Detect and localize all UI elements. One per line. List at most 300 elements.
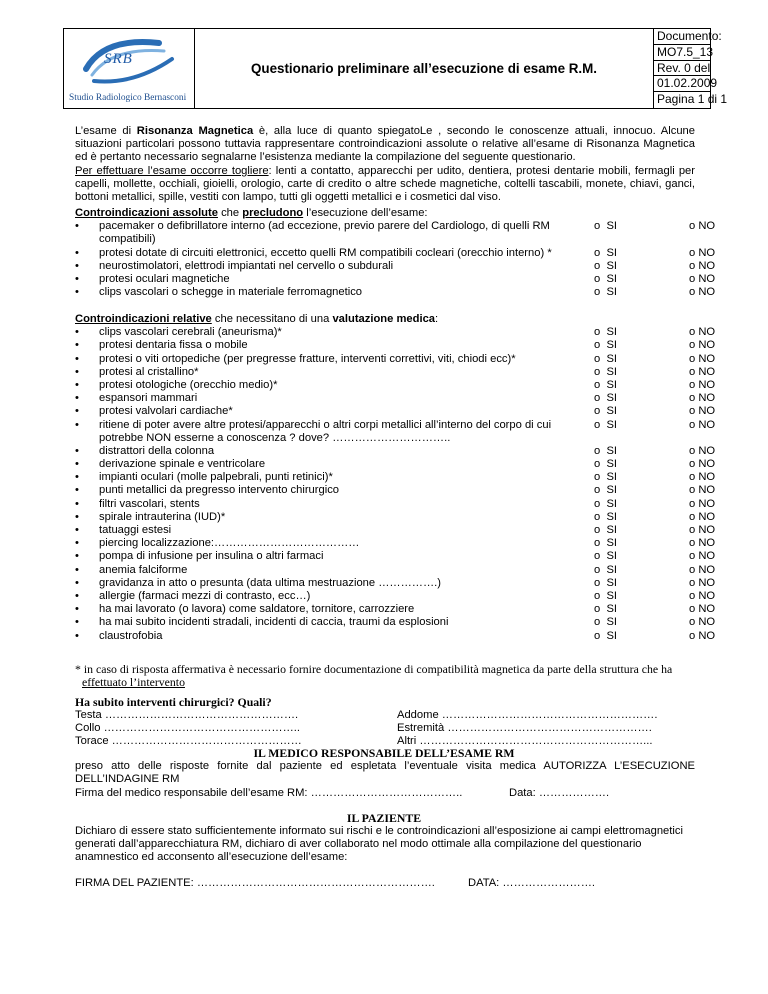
checkbox-icon: o [594, 458, 601, 471]
checkbox-icon: o [594, 576, 601, 589]
si-checkbox[interactable] [594, 405, 617, 418]
si-label: SI [606, 418, 618, 431]
item-label: espansori mammari [99, 392, 198, 405]
si-checkbox[interactable] [594, 379, 617, 392]
relative-item [75, 576, 716, 590]
item-label: protesi oculari magnetiche [99, 272, 230, 285]
bullet-icon: • [75, 537, 79, 550]
item-label: clips vascolari o schegge in materiale ferromagnetico [99, 286, 363, 299]
checkbox-icon: o [594, 365, 601, 378]
si-label: SI [606, 550, 618, 563]
no-checkbox[interactable] [689, 339, 715, 352]
bullet-icon: • [75, 326, 79, 339]
document-title: Questionario preliminare all’esecuzione di esame R.M. [195, 29, 654, 108]
relative-section [75, 313, 716, 643]
item-label: pacemaker o defibrillatore interno (ad eccezione, previo parere del Cardiologo, di quelli RM [99, 220, 550, 233]
checkbox-icon: o [594, 484, 601, 497]
item-label: allergie (farmaci mezzi di contrasto, ecc…) [99, 589, 311, 602]
si-label: SI [606, 220, 618, 233]
no-checkbox[interactable] [689, 498, 715, 511]
no-checkbox[interactable] [689, 326, 715, 339]
checkbox-icon: o [689, 576, 696, 589]
si-checkbox[interactable] [594, 392, 617, 405]
no-label: NO [698, 576, 716, 589]
surgery-altri: Altri ……………………………………………………... [397, 735, 653, 747]
checkbox-icon: o [594, 286, 601, 299]
si-checkbox[interactable] [594, 550, 617, 563]
absolute-item [75, 272, 716, 286]
si-label: SI [606, 378, 618, 391]
doctor-text: preso atto delle risposte fornite dal paziente ed espletata l’eventuale visita medica AUTORIZZA L’ESECUZIONE DELL’INDAGINE RM [75, 760, 695, 786]
checkbox-icon: o [689, 484, 696, 497]
checkbox-icon: o [689, 378, 696, 391]
si-checkbox[interactable] [594, 339, 617, 352]
si-label: SI [606, 326, 618, 339]
si-checkbox[interactable] [594, 616, 617, 629]
no-checkbox[interactable] [689, 392, 715, 405]
item-label: spirale intrauterina (IUD)* [99, 510, 226, 523]
no-checkbox[interactable] [689, 419, 715, 432]
checkbox-icon: o [689, 616, 696, 629]
patient-text: Dichiaro di essere stato sufficientemente informato sui rischi e le controindicazioni all’esposizione ai campi elettromagnetici generati dall’apparecchiatura RM, dichiaro di aver collaborato nel modo ottimale alla compilazione del questionario anamnestico ed acconsento all’esecuzione dell’esame: [75, 825, 683, 864]
checkbox-icon: o [689, 259, 696, 272]
bullet-icon: • [75, 510, 79, 523]
bullet-icon: • [75, 629, 79, 642]
no-label: NO [698, 603, 716, 616]
no-label: NO [698, 524, 716, 537]
si-label: SI [606, 405, 618, 418]
checkbox-icon: o [594, 629, 601, 642]
bullet-icon: • [75, 418, 79, 431]
doctor-heading: IL MEDICO RESPONSABILE DELL’ESAME RM [253, 746, 515, 760]
no-label: NO [698, 220, 716, 233]
item-label: protesi otologiche (orecchio medio)* [99, 378, 278, 391]
checkbox-icon: o [594, 246, 601, 259]
relative-item [75, 339, 716, 352]
item-label: claustrofobia [99, 629, 163, 642]
relative-item [75, 352, 716, 366]
footnote: * in caso di risposta affermativa è necessario fornire documentazione di compatibilità magnetica da parte della struttura che ha [75, 662, 673, 676]
no-checkbox[interactable] [689, 220, 715, 233]
bullet-icon: • [75, 550, 79, 563]
doc-info-line: Rev. 0 del [654, 61, 710, 77]
absolute-item [75, 259, 716, 273]
absolute-heading [75, 207, 695, 220]
si-checkbox[interactable] [594, 286, 617, 299]
bullet-icon: • [75, 286, 79, 299]
si-checkbox[interactable] [594, 260, 617, 273]
si-checkbox[interactable] [594, 326, 617, 339]
si-checkbox[interactable] [594, 511, 617, 524]
intro-bold: Risonanza Magnetica [136, 125, 254, 137]
bullet-icon: • [75, 352, 79, 365]
no-label: NO [698, 471, 716, 484]
checkbox-icon: o [594, 616, 601, 629]
no-label: NO [698, 286, 716, 299]
bullet-icon: • [75, 471, 79, 484]
si-label: SI [606, 471, 618, 484]
bullet-icon: • [75, 405, 79, 418]
checkbox-icon: o [594, 220, 601, 233]
checkbox-icon: o [689, 392, 696, 405]
heading-part: che necessitano di una [211, 313, 333, 325]
absolute-item [75, 246, 716, 260]
bullet-icon: • [75, 563, 79, 576]
no-checkbox[interactable] [689, 286, 715, 299]
item-label: protesi o viti ortopediche (per pregresse fratture, interventi correttivi, viti, chiodi ecc)* [99, 352, 516, 365]
checkbox-icon: o [689, 563, 696, 576]
si-label: SI [606, 272, 618, 285]
no-label: NO [698, 339, 716, 352]
no-checkbox[interactable] [689, 353, 715, 366]
heading-part: precludono [242, 207, 304, 219]
si-label: SI [606, 629, 618, 642]
document-header [63, 28, 728, 109]
item-label: punti metallici da pregresso intervento chirurgico [99, 484, 340, 497]
checkbox-icon: o [594, 339, 601, 352]
item-label: clips vascolari cerebrali (aneurisma)* [99, 326, 282, 339]
no-label: NO [698, 563, 716, 576]
si-checkbox[interactable] [594, 353, 617, 366]
no-checkbox[interactable] [689, 405, 715, 418]
bullet-icon: • [75, 259, 79, 272]
surgery-collo: Collo …………………………………………….. [75, 722, 301, 734]
item-label: pompa di infusione per insulina o altri farmaci [99, 550, 324, 563]
checkbox-icon: o [594, 471, 601, 484]
checkbox-icon: o [594, 259, 601, 272]
relative-item [75, 471, 716, 484]
bullet-icon: • [75, 339, 79, 352]
absolute-section [75, 207, 716, 299]
si-checkbox[interactable] [594, 630, 617, 643]
checkbox-icon: o [594, 497, 601, 510]
no-checkbox[interactable] [689, 537, 715, 550]
si-checkbox[interactable] [594, 471, 617, 484]
item-label: protesi dentaria fissa o mobile [99, 339, 248, 352]
checkbox-icon: o [594, 563, 601, 576]
relative-item [75, 603, 716, 616]
checkbox-icon: o [594, 603, 601, 616]
bullet-icon: • [75, 365, 79, 378]
no-checkbox[interactable] [689, 577, 715, 590]
checkbox-icon: o [689, 272, 696, 285]
relative-item [75, 444, 716, 458]
surgery-torace: Torace …………………………………………… [75, 735, 302, 747]
checkbox-icon: o [689, 444, 696, 457]
no-checkbox[interactable] [689, 366, 715, 379]
relative-list [75, 326, 716, 643]
patient-heading: IL PAZIENTE [346, 811, 422, 825]
surgery-testa: Testa ……………………………………………. [75, 709, 299, 721]
relative-item [75, 510, 716, 524]
checkbox-icon: o [689, 339, 696, 352]
relative-item [75, 458, 716, 471]
doc-info-line: Documento: [654, 29, 710, 45]
si-label: SI [606, 484, 618, 497]
bullet-icon: • [75, 524, 79, 537]
checkbox-icon: o [594, 589, 601, 602]
si-label: SI [606, 497, 618, 510]
bullet-icon: • [75, 576, 79, 589]
no-checkbox[interactable] [689, 484, 715, 497]
item-label: neurostimolatori, elettrodi impiantati nel cervello o subdurali [99, 259, 394, 272]
checkbox-icon: o [689, 629, 696, 642]
item-label: distrattori della colonna [99, 444, 215, 457]
doc-info-line: MO7.5_13 [654, 45, 710, 61]
no-checkbox[interactable] [689, 247, 715, 260]
bullet-icon: • [75, 272, 79, 285]
no-checkbox[interactable] [689, 379, 715, 392]
no-label: NO [698, 537, 716, 550]
si-label: SI [606, 352, 618, 365]
item-label: ha mai lavorato (o lavora) come saldatore, tornitore, carrozziere [99, 603, 415, 616]
logo-text: SRB [104, 51, 133, 67]
relative-item [75, 497, 716, 511]
heading-part: l’esecuzione dell’esame: [303, 207, 428, 219]
checkbox-icon: o [594, 326, 601, 339]
intro-paragraph [75, 125, 695, 165]
bullet-icon: • [75, 484, 79, 497]
no-label: NO [698, 550, 716, 563]
heading-part: : [435, 313, 439, 325]
removal-heading: Per effettuare l’esame occorre togliere [75, 164, 269, 177]
checkbox-icon: o [594, 550, 601, 563]
item-label-cont: compatibili) [99, 233, 156, 246]
item-label: ha mai subito incidenti stradali, incidenti di caccia, traumi da esplosioni [99, 616, 449, 629]
no-label: NO [698, 326, 716, 339]
removal-paragraph [75, 165, 695, 205]
si-label: SI [606, 339, 618, 352]
si-label: SI [606, 589, 618, 602]
item-label-cont: potrebbe NON esserne a conoscenza ? dove? ………………………….. [99, 431, 451, 444]
item-label: anemia falciforme [99, 563, 188, 576]
no-label: NO [698, 444, 716, 457]
checkbox-icon: o [594, 405, 601, 418]
si-checkbox[interactable] [594, 603, 617, 616]
checkbox-icon: o [689, 524, 696, 537]
relative-item [75, 418, 716, 445]
relative-item [75, 365, 716, 379]
si-label: SI [606, 524, 618, 537]
si-label: SI [606, 616, 618, 629]
checkbox-icon: o [689, 497, 696, 510]
absolute-item [75, 220, 716, 246]
si-label: SI [606, 392, 618, 405]
checkbox-icon: o [689, 365, 696, 378]
relative-item [75, 405, 716, 418]
si-label: SI [606, 563, 618, 576]
checkbox-icon: o [594, 510, 601, 523]
intro-text: L’esame di [75, 125, 137, 137]
relative-item [75, 537, 716, 550]
no-label: NO [698, 484, 716, 497]
no-label: NO [698, 497, 716, 510]
no-checkbox[interactable] [689, 550, 715, 563]
si-label: SI [606, 444, 618, 457]
item-label: tatuaggi estesi [99, 524, 172, 537]
item-label: ritiene di poter avere altre protesi/apparecchi o altri corpi metallici all’interno del corpo di cui [99, 418, 552, 431]
si-checkbox[interactable] [594, 484, 617, 497]
relative-heading [75, 313, 695, 326]
relative-item [75, 484, 716, 497]
relative-item [75, 629, 716, 643]
checkbox-icon: o [594, 444, 601, 457]
absolute-list [75, 220, 716, 299]
si-checkbox[interactable] [594, 498, 617, 511]
checkbox-icon: o [594, 392, 601, 405]
no-label: NO [698, 392, 716, 405]
si-checkbox[interactable] [594, 458, 617, 471]
logo-subtitle: Studio Radiologico Bernasconi [69, 93, 187, 103]
item-label: gravidanza in atto o presunta (data ultima mestruazione …………….) [99, 576, 441, 589]
no-checkbox[interactable] [689, 630, 715, 643]
doc-info-line: Pagina 1 di 1 [657, 92, 728, 107]
si-label: SI [606, 510, 618, 523]
item-label: derivazione spinale e ventricolare [99, 458, 266, 471]
no-checkbox[interactable] [689, 524, 715, 537]
no-label: NO [698, 458, 716, 471]
no-label: NO [698, 246, 716, 259]
no-label: NO [698, 272, 716, 285]
si-checkbox[interactable] [594, 537, 617, 550]
item-label: impianti oculari (molle palpebrali, punti retinici)* [99, 471, 333, 484]
no-label: NO [698, 405, 716, 418]
heading-part: Controindicazioni assolute [75, 207, 218, 219]
checkbox-icon: o [689, 603, 696, 616]
bullet-icon: • [75, 220, 79, 233]
checkbox-icon: o [689, 458, 696, 471]
no-label: NO [698, 510, 716, 523]
checkbox-icon: o [689, 537, 696, 550]
no-label: NO [698, 629, 716, 642]
checkbox-icon: o [594, 537, 601, 550]
surgery-addome: Addome …………………………………………………. [397, 709, 658, 721]
relative-item [75, 326, 716, 339]
si-label: SI [606, 576, 618, 589]
si-label: SI [606, 365, 618, 378]
removal-text: : lenti a contatto, apparecchi per udito, dentiera, protesi dentarie mobili, fermagli per capelli, mollette, occhiali, gioielli, orologio, carte di credito o altre schede magnetiche, coltelli tascabili, monete, chiavi, ganci, bottoni metallici, spille, vestiti con lampo, tutti gli oggetti metallici e i cosmetici dal viso. [75, 164, 695, 203]
relative-item [75, 589, 716, 603]
no-checkbox[interactable] [689, 603, 715, 616]
patient-date: DATA: ……………………. [468, 877, 595, 889]
checkbox-icon: o [594, 352, 601, 365]
relative-item [75, 392, 716, 405]
item-label: filtri vascolari, stents [99, 497, 200, 510]
checkbox-icon: o [689, 326, 696, 339]
absolute-item [75, 286, 716, 299]
bullet-icon: • [75, 378, 79, 391]
si-checkbox[interactable] [594, 445, 617, 458]
no-checkbox[interactable] [689, 273, 715, 286]
item-label: protesi al cristallino* [99, 365, 199, 378]
no-label: NO [698, 589, 716, 602]
si-label: SI [606, 286, 618, 299]
no-label: NO [698, 418, 716, 431]
checkbox-icon: o [689, 286, 696, 299]
checkbox-icon: o [594, 524, 601, 537]
si-checkbox[interactable] [594, 419, 617, 432]
checkbox-icon: o [689, 352, 696, 365]
logo-cell [64, 29, 195, 108]
checkbox-icon: o [689, 418, 696, 431]
no-checkbox[interactable] [689, 458, 715, 471]
bullet-icon: • [75, 444, 79, 457]
bullet-icon: • [75, 392, 79, 405]
si-checkbox[interactable] [594, 247, 617, 260]
relative-item [75, 550, 716, 563]
checkbox-icon: o [594, 418, 601, 431]
heading-part: che [217, 207, 243, 219]
si-checkbox[interactable] [594, 524, 617, 537]
surgery-heading: Ha subito interventi chirurgici? Quali? [75, 695, 272, 709]
si-checkbox[interactable] [594, 564, 617, 577]
relative-item [75, 524, 716, 537]
checkbox-icon: o [689, 246, 696, 259]
checkbox-icon: o [594, 378, 601, 391]
no-label: NO [698, 365, 716, 378]
si-checkbox[interactable] [594, 220, 617, 233]
no-checkbox[interactable] [689, 445, 715, 458]
doc-info-line: 01.02.2009 [654, 76, 710, 92]
bullet-icon: • [75, 497, 79, 510]
no-checkbox[interactable] [689, 590, 715, 603]
checkbox-icon: o [689, 550, 696, 563]
footnote-cont: effettuato l’intervento [82, 675, 185, 689]
si-label: SI [606, 537, 618, 550]
document-info [654, 29, 728, 108]
relative-item [75, 378, 716, 392]
doctor-signature: Firma del medico responsabile dell’esame RM: ………………………………….. [75, 787, 463, 799]
item-label: protesi dotate di circuiti elettronici, eccetto quelli RM compatibili cocleari (orecchio interno) * [99, 246, 552, 259]
si-checkbox[interactable] [594, 590, 617, 603]
no-checkbox[interactable] [689, 260, 715, 273]
heading-part: valutazione medica [332, 313, 436, 325]
item-label: protesi valvolari cardiache* [99, 405, 233, 418]
patient-signature: FIRMA DEL PAZIENTE: ………………………………………………………. [75, 877, 435, 889]
si-label: SI [606, 458, 618, 471]
item-label: piercing localizzazione:………………………………… [99, 537, 360, 550]
bullet-icon: • [75, 616, 79, 629]
si-label: SI [606, 246, 618, 259]
checkbox-icon: o [689, 589, 696, 602]
surgery-estremita: Estremità ………………………………………………. [397, 722, 652, 734]
si-label: SI [606, 259, 618, 272]
relative-item [75, 563, 716, 577]
checkbox-icon: o [689, 405, 696, 418]
no-checkbox[interactable] [689, 616, 715, 629]
checkbox-icon: o [594, 272, 601, 285]
no-label: NO [698, 259, 716, 272]
checkbox-icon: o [689, 471, 696, 484]
no-checkbox[interactable] [689, 511, 715, 524]
no-label: NO [698, 616, 716, 629]
checkbox-icon: o [689, 510, 696, 523]
no-checkbox[interactable] [689, 564, 715, 577]
checkbox-icon: o [689, 220, 696, 233]
relative-item [75, 616, 716, 629]
si-label: SI [606, 603, 618, 616]
no-label: NO [698, 352, 716, 365]
doctor-date: Data: ………………. [509, 787, 610, 799]
no-label: NO [698, 378, 716, 391]
bullet-icon: • [75, 458, 79, 471]
si-checkbox[interactable] [594, 273, 617, 286]
heading-part: Controindicazioni relative [75, 313, 212, 325]
si-checkbox[interactable] [594, 577, 617, 590]
si-checkbox[interactable] [594, 366, 617, 379]
no-checkbox[interactable] [689, 471, 715, 484]
bullet-icon: • [75, 603, 79, 616]
